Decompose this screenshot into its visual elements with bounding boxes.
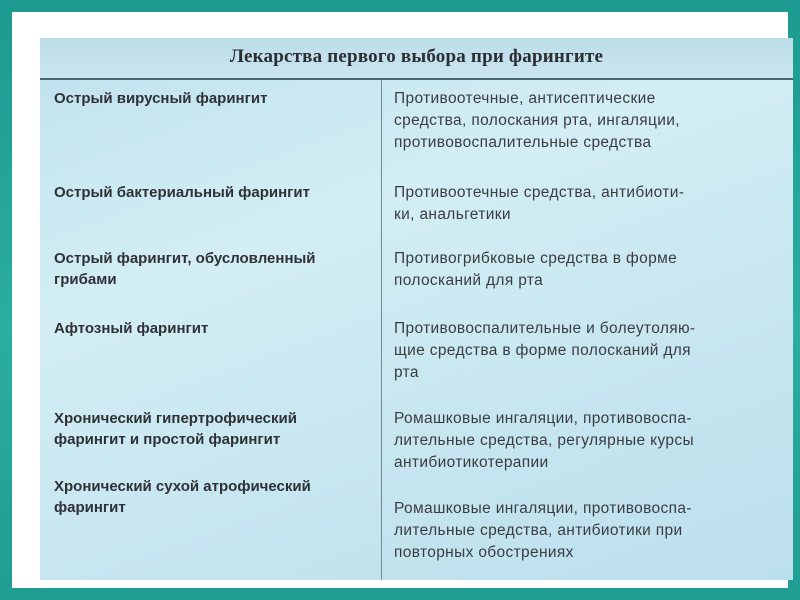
treatment-cell: Ромашковые ингаляции, противовоспа- лительные средства, регулярные курсы антибиотикотерапии (394, 410, 694, 471)
disease-cell: Острый вирусный фарингит (54, 90, 268, 107)
disease-cell: Хронический сухой атрофический фарингит (54, 478, 311, 516)
treatment-cell: Противоотечные, антисептические средства, полоскания рта, ингаляции, противовоспалительные средства (394, 90, 680, 151)
table-title: Лекарства первого выбора при фарингите (229, 46, 604, 67)
drug-table (40, 38, 793, 580)
treatment-cell: Ромашковые ингаляции, противовоспа- лительные средства, антибиотики при повторных обострениях (394, 500, 692, 561)
treatment-cell: Противовоспалительные и болеутоляю- щие средства в форме полосканий для рта (394, 320, 696, 381)
disease-cell: Хронический гипертрофический фарингит и простой фарингит (54, 410, 297, 448)
disease-cell: Острый бактериальный фарингит (54, 184, 310, 201)
slide-frame (12, 12, 788, 588)
disease-cell: Острый фарингит, обусловленный грибами (54, 250, 316, 288)
table-header (40, 38, 793, 80)
treatment-cell: Противогрибковые средства в форме полосканий для рта (394, 250, 678, 289)
column-divider (381, 80, 382, 580)
treatment-cell: Противоотечные средства, антибиоти- ки, анальгетики (394, 184, 685, 223)
disease-cell: Афтозный фарингит (54, 320, 209, 337)
